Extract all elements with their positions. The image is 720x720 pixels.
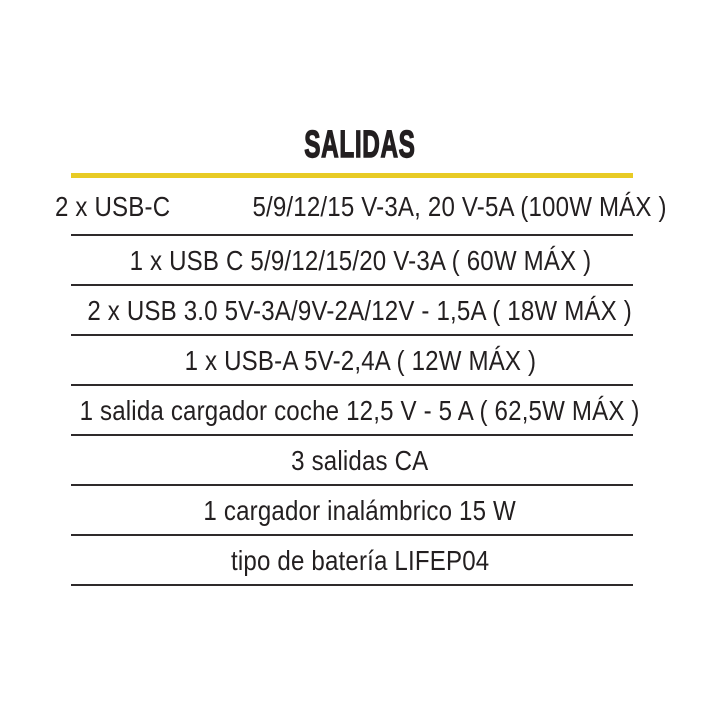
table-row-wireless-charger	[0, 486, 720, 536]
row-value-text: tipo de batería LIFEP04	[230, 545, 490, 576]
page-title-text: SALIDAS	[304, 124, 416, 166]
table-row-usba	[0, 336, 720, 386]
row-value-text: 3 salidas CA	[291, 445, 429, 476]
row-value-text: 1 salida cargador coche 12,5 V - 5 A ( 62,5W MÁX )	[79, 395, 641, 426]
row-value-text: 1 x USB C 5/9/12/15/20 V-3A ( 60W MÁX )	[129, 245, 591, 276]
row-value	[185, 191, 667, 223]
row-value-text: 5/9/12/15 V-3A, 20 V-5A (100W MÁX )	[252, 191, 667, 222]
table-row-usb30-dual	[0, 286, 720, 336]
row-value-text: 2 x USB 3.0 5V-3A/9V-2A/12V - 1,5A ( 18W MÁX )	[87, 295, 633, 326]
row-label-text: 2 x USB-C	[55, 191, 171, 222]
table-row-battery-type	[0, 536, 720, 586]
table-row-usbc-single	[0, 236, 720, 286]
page-title	[0, 124, 720, 166]
row-value-text: 1 cargador inalámbrico 15 W	[203, 495, 517, 526]
outputs-spec-table	[0, 178, 720, 586]
table-row-usbc-dual	[0, 178, 720, 236]
row-value-text: 1 x USB-A 5V-2,4A ( 12W MÁX )	[184, 345, 536, 376]
table-row-car-charger	[0, 386, 720, 436]
row-label	[55, 191, 189, 223]
table-row-ac-outlets	[0, 436, 720, 486]
